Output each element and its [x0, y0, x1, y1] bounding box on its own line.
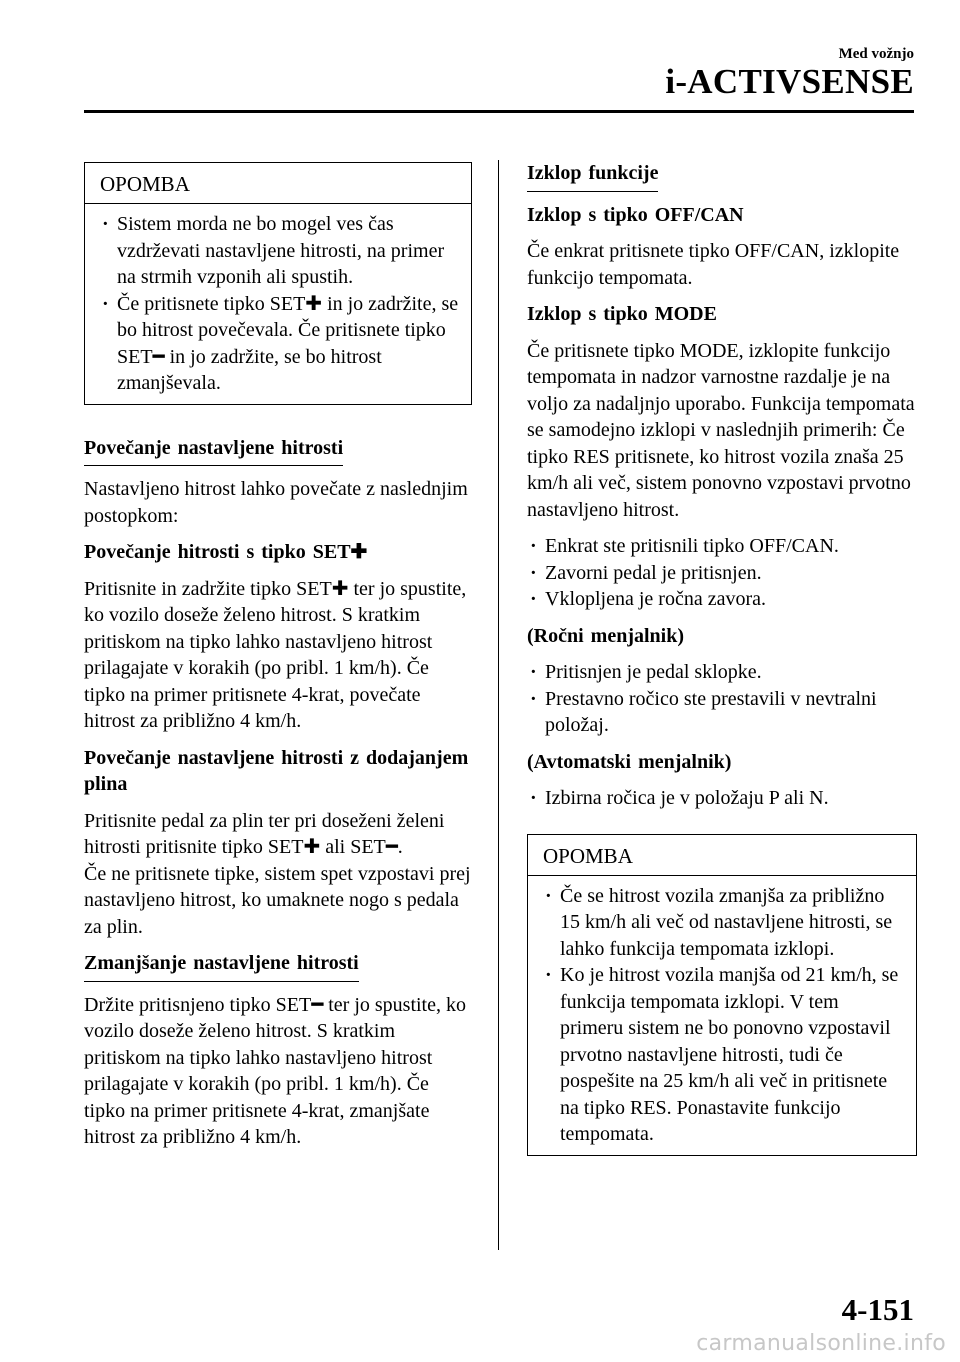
section-heading: Izklop funkcije: [527, 160, 658, 192]
paragraph: Če ne pritisnete tipke, sistem spet vzpostavi prej nastavljeno hitrost, ko umaknete nogo s pedala za plin.: [84, 862, 471, 938]
note-item: · Ko je hitrost vozila manjša od 21 km/h, se funkcija tempomata izklopi. V tem primeru sistem ne bo ponovno vzpostavil prvotno nastavljene hitrosti, tudi če pospešite na 25 km/h ali več in pritisnete na tipko RES. Ponastavite funkcijo tempomata.: [542, 962, 904, 1148]
watermark: carmanualsonline.info: [696, 1331, 946, 1356]
note-body: [528, 876, 916, 1155]
paragraph: Držite pritisnjeno tipko SET━ ter jo spustite, ko vozilo doseže želeno hitrost. S kratkim pritiskom na tipko lahko nastavljeno hitrost prilagajate v korakih (po pribl. 1 km/h). Če tipko na primer pritisnete 4-krat, zmanjšate hitrost za približno 4 km/h.: [84, 993, 466, 1148]
note-title: OPOMBA: [85, 163, 471, 204]
subheading: (Ročni menjalnik): [527, 624, 684, 647]
subheading: (Avtomatski menjalnik): [527, 750, 732, 773]
paragraph: Pritisnite in zadržite tipko SET✚ ter jo spustite, ko vozilo doseže želeno hitrost. S kratkim pritiskom na tipko lahko nastavljeno hitrost prilagajate v korakih (po pribl. 1 km/h). Če tipko na primer pritisnete 4-krat, povečate hitrost za približno 4 km/h.: [84, 577, 467, 732]
right-column: [527, 160, 917, 1156]
list-item: · Vklopljena je ročna zavora.: [527, 586, 917, 613]
subheading: Povečanje nastavljene hitrosti z dodajanjem plina: [84, 746, 469, 795]
section-heading: Povečanje nastavljene hitrosti: [84, 435, 343, 467]
section-label: Med vožnjo: [838, 46, 914, 62]
paragraph: Če pritisnete tipko MODE, izklopite funkcijo tempomata in nadzor varnostne razdalje je na voljo za nadaljnjo uporabo. Funkcija tempomata se samodejno izklopi v naslednjih primerih: Če tipko RES pritisnete, ko hitrost vozila znaša 25 km/h ali več, sistem ponovno vzpostavi prvotno nastavljeno hitrost.: [527, 339, 915, 521]
list-item: · Enkrat ste pritisnili tipko OFF/CAN.: [527, 533, 917, 560]
chapter-title: i-ACTIVSENSE: [665, 62, 914, 101]
list-item: · Izbirna ročica je v položaju P ali N.: [527, 785, 917, 812]
section-heading: Zmanjšanje nastavljene hitrosti: [84, 950, 359, 982]
page-number: 4-151: [841, 1292, 914, 1327]
subheading: Povečanje hitrosti s tipko SET✚: [84, 541, 368, 563]
left-column: [84, 162, 472, 1151]
note-item: · Če se hitrost vozila zmanjša za približno 15 km/h ali več od nastavljene hitrosti, se lahko funkcija tempomata izklopi.: [542, 883, 904, 963]
paragraph: Nastavljeno hitrost lahko povečate z naslednjim postopkom:: [84, 478, 468, 527]
column-divider: [498, 160, 499, 1250]
note-box: [527, 834, 917, 1156]
paragraph: Če enkrat pritisnete tipko OFF/CAN, izklopite funkcijo tempomata.: [527, 240, 900, 289]
note-item: · Sistem morda ne bo mogel ves čas vzdrževati nastavljene hitrosti, na primer na strmih vzponih ali spustih.: [99, 211, 459, 291]
subheading: Izklop s tipko MODE: [527, 303, 717, 325]
note-box: [84, 162, 472, 405]
subheading: Izklop s tipko OFF/CAN: [527, 203, 744, 226]
list-item: · Prestavno ročico ste prestavili v nevtralni položaj.: [527, 686, 917, 739]
header-rule: [84, 110, 914, 113]
paragraph: Pritisnite pedal za plin ter pri doseženi želeni hitrosti pritisnite tipko SET✚ ali SET━.: [84, 809, 445, 858]
note-item: · Če pritisnete tipko SET✚ in jo zadržite, se bo hitrost povečevala. Če pritisnete tipko SET━ in jo zadržite, se bo hitrost zmanjševala.: [99, 291, 459, 397]
list-item: · Pritisnjen je pedal sklopke.: [527, 659, 917, 686]
list-item: · Zavorni pedal je pritisnjen.: [527, 560, 917, 587]
note-title: OPOMBA: [528, 835, 916, 876]
note-body: [85, 204, 471, 404]
